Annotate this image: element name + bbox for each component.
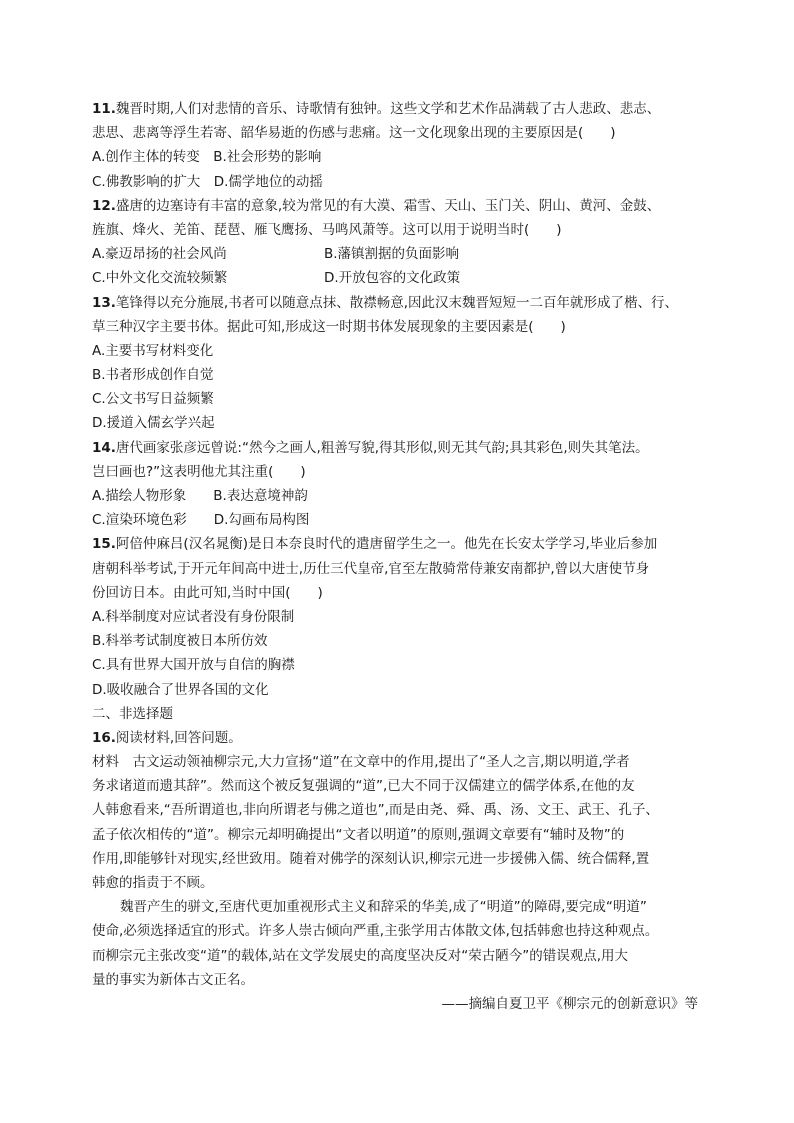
q14-stem-line-1: 14.唐代画家张彦远曾说:“然今之画人,粗善写貌,得其形似,则无其气韵;具其彩色,则失其笔法。 xyxy=(92,439,649,456)
q12-stem-line-1: 12.盛唐的边塞诗有丰富的意象,较为常见的有大漠、霜雪、天山、玉门关、阴山、黄河、金鼓、 xyxy=(92,197,661,214)
q14-options-ab: A.描绘人物形象 B.表达意境神韵 xyxy=(92,488,308,504)
q13-stem-line-1: 13.笔锋得以充分施展,书者可以随意点抹、散襟畅意,因此汉末魏晋短短一二百年就形成了楷、行、 xyxy=(92,294,679,311)
q12-option-c: C.中外文化交流较频繁 xyxy=(92,270,228,287)
section-heading: 二、非选择题 xyxy=(92,705,173,722)
q15-stem-line-2: 唐朝科举考试,于开元年间高中进士,历仕三代皇帝,官至左散骑常侍兼安南都护,曾以大唐使节身 xyxy=(92,560,650,577)
q12-option-d: D.开放包容的文化政策 xyxy=(324,270,461,287)
q15-number: 15. xyxy=(92,536,116,553)
q14-options-cd: C.渲染环境色彩 D.勾画布局构图 xyxy=(92,512,310,529)
q12-stem-line-2: 旌旗、烽火、羌笛、琵琶、雁飞鹰扬、马鸣风萧等。这可以用于说明当时( ) xyxy=(92,221,562,238)
q13-option-b: B.书者形成创作自觉 xyxy=(92,367,214,384)
q15-option-b: B.科举考试制度被日本所仿效 xyxy=(92,633,268,650)
document-page xyxy=(92,97,712,1016)
q16-material-line-4: 孟子依次相传的“道”。柳宗元却明确提出“文者以明道”的原则,强调文章要有“辅时及物”的 xyxy=(92,826,625,843)
q11-stem-line-2: 悲思、悲离等浮生若寄、韶华易逝的伤感与悲痛。这一文化现象出现的主要原因是( ) xyxy=(92,125,616,142)
q12-option-b: B.藩镇割据的负面影响 xyxy=(324,246,460,263)
q15-option-c: C.具有世界大国开放与自信的胸襟 xyxy=(92,657,295,674)
q16-material-line-1: 材料 古文运动领袖柳宗元,大力宣扬“道”在文章中的作用,提出了“圣人之言,期以明道,学者 xyxy=(92,754,630,771)
q15-stem-line-3: 份回访日本。由此可知,当时中国( ) xyxy=(92,584,323,601)
q16-material-line-3: 人韩愈看来,“吾所谓道也,非向所谓老与佛之道也”,而是由尧、舜、禹、汤、文王、武王、孔子、 xyxy=(92,802,659,819)
q16-para2-line-4: 量的事实为新体古文正名。 xyxy=(92,971,254,988)
q16-number: 16. xyxy=(92,729,116,746)
q11-options-ab: A.创作主体的转变 B.社会形势的影响 xyxy=(92,149,322,166)
q15-option-d: D.吸收融合了世界各国的文化 xyxy=(92,681,269,698)
q16-material-line-5: 作用,即能够针对现实,经世致用。随着对佛学的深刻认识,柳宗元进一步援佛入儒、统合儒释,置 xyxy=(92,850,650,867)
q16-material-line-6: 韩愈的指责于不顾。 xyxy=(92,875,214,891)
q13-stem-line-2: 草三种汉字主要书体。据此可知,形成这一时期书体发展现象的主要因素是( ) xyxy=(92,318,566,335)
q16-para2-line-1: 魏晋产生的骈文,至唐代更加重视形式主义和辞采的华美,成了“明道”的障碍,要完成“明道” xyxy=(120,899,647,916)
q14-stem-line-2: 岂曰画也?”这表明他尤其注重( ) xyxy=(92,463,306,480)
q13-option-d: D.援道入儒玄学兴起 xyxy=(92,415,215,432)
q11-stem-line-1: 11.魏晋时期,人们对悲情的音乐、诗歌情有独钟。这些文学和艺术作品满载了古人悲政、悲志、 xyxy=(92,101,661,117)
q12-number: 12. xyxy=(92,197,116,214)
q13-number: 13. xyxy=(92,294,116,311)
q16-para2-line-2: 使命,必须选择适宜的形式。许多人崇古倾向严重,主张学用古体散文体,包括韩愈也持这种观点。 xyxy=(92,923,659,940)
q16-material-line-2: 务求诸道而遗其辞”。然而这个被反复强调的“道”,已大不同于汉儒建立的儒学体系,在他的友 xyxy=(92,778,635,795)
q16-source-citation: ——摘编自夏卫平《柳宗元的创新意识》等 xyxy=(441,995,698,1012)
q15-stem-line-1: 15.阿倍仲麻吕(汉名晁衡)是日本奈良时代的遣唐留学生之一。他先在长安太学学习,毕业后参加 xyxy=(92,536,658,553)
q16-stem: 16.阅读材料,回答问题。 xyxy=(92,729,242,746)
q13-option-a: A.主要书写材料变化 xyxy=(92,342,214,359)
q12-options-row-2 xyxy=(92,266,712,290)
q12-options-row-1 xyxy=(92,242,712,266)
q16-para2-line-3: 而柳宗元主张改变“道”的载体,站在文学发展史的高度坚决反对“荣古陋今”的错误观点,用大 xyxy=(92,947,629,964)
q14-number: 14. xyxy=(92,439,116,456)
q15-option-a: A.科举制度对应试者没有身份限制 xyxy=(92,608,295,625)
q13-option-c: C.公文书写日益频繁 xyxy=(92,391,214,408)
q12-option-a: A.豪迈昂扬的社会风尚 xyxy=(92,246,227,263)
q11-options-cd: C.佛教影响的扩大 D.儒学地位的动摇 xyxy=(92,173,323,190)
q11-number: 11. xyxy=(92,101,116,117)
